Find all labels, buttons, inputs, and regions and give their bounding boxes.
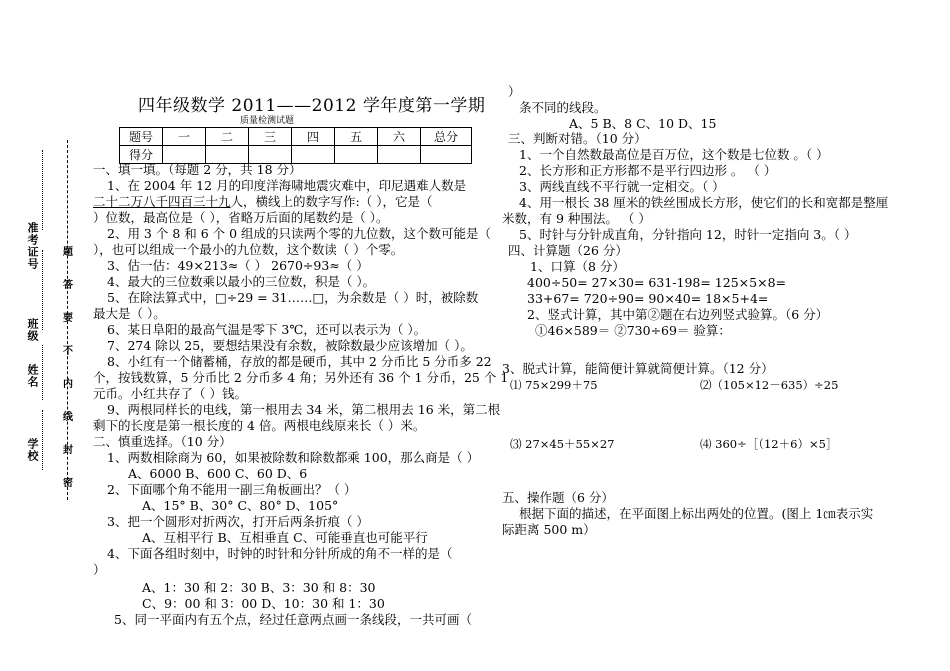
seal-char: 不 — [63, 346, 73, 357]
choice-options: A、1：30 和 2：30 B、3：30 和 8：30 — [142, 580, 376, 595]
question-text: ）位数，最高位是（ ），省略万后面的尾数约是（ ）。 — [93, 210, 389, 225]
table-cell: 一 — [163, 128, 206, 146]
subsection-title: 3、脱式计算，能简便计算就简便计算。（12 分） — [502, 361, 774, 376]
subsection-title: 1、口算（8 分） — [530, 259, 625, 274]
table-cell: 三 — [249, 128, 292, 146]
school-label: 学校 — [26, 438, 39, 462]
question-text: 际距离 500 m） — [502, 522, 596, 537]
score-input-cell[interactable] — [421, 146, 472, 164]
page-title: 四年级数学 2011——2012 学年度第一学期 — [138, 96, 486, 116]
name-label: 姓名 — [26, 364, 39, 388]
table-cell: 四 — [292, 128, 335, 146]
score-table-header-row — [120, 128, 472, 146]
school-line — [42, 410, 43, 470]
table-cell: 总分 — [421, 128, 472, 146]
page-subtitle: 质量检测试题 — [240, 116, 295, 126]
question-text: 3、把一个圆形对折两次，打开后两条折痕（ ） — [107, 514, 369, 529]
section-2-title: 二、慎重选择。（10 分） — [93, 434, 232, 449]
score-input-cell[interactable] — [378, 146, 421, 164]
question-text: 4、最大的三位数乘以最小的三位数，积是（ ）。 — [107, 274, 376, 289]
question-text: 1、一个自然数最高位是百万位，这个数是七位数 。（ ） — [519, 147, 829, 162]
choice-options: C、9：00 和 3：00 D、10：30 和 1：30 — [142, 596, 385, 611]
seal-char: 要 — [63, 313, 73, 324]
choice-options: A、5 B、8 C、10 D、15 — [569, 116, 717, 131]
question-text: ） — [508, 84, 521, 99]
question-text: 5、同一平面内有五个点，经过任意两点画一条线段，一共可画（ — [114, 612, 472, 627]
choice-options: A、15° B、30° C、80° D、105° — [142, 498, 339, 513]
question-text: ） — [93, 562, 106, 577]
score-input-cell[interactable] — [335, 146, 378, 164]
question-text-part: 人，横线上的数字写作:（ ），它是（ — [230, 194, 433, 209]
expression: ⑶ 27×45＋55×27 — [510, 437, 615, 451]
calc-row: 400÷50= 27×30= 631-198= 125×5×8= — [527, 275, 786, 290]
question-text: 根据下面的描述，在平面图上标出两处的位置。(图上 1㎝表示实 — [519, 506, 874, 521]
score-table — [119, 127, 472, 164]
name-line — [42, 345, 43, 400]
section-3-title: 三、判断对错。（10 分） — [508, 131, 647, 146]
seal-char: 内 — [63, 379, 73, 390]
section-4-title: 四、计算题（26 分） — [508, 243, 628, 258]
seal-char: 题 — [63, 247, 73, 258]
expression: ⑷ 360÷［（12＋6）×5］ — [700, 437, 838, 451]
question-text: 4、用一根长 38 厘米的铁丝围成长方形，使它们的长和宽都是整厘 — [519, 195, 889, 210]
question-text: 4、下面各组时刻中，时钟的时针和分针所成的角不一样的是（ — [107, 546, 453, 561]
question-text: 个，按钱数算，5 分币比 2 分币多 4 角；另外还有 36 个 1 分币，25 个 1 — [93, 370, 509, 385]
score-input-cell[interactable] — [206, 146, 249, 164]
question-text: 7、274 除以 25，要想结果没有余数，被除数最少应该增加（ ）。 — [107, 338, 473, 353]
calc-row: ①46×589＝ ②730÷69＝ 验算： — [535, 323, 731, 338]
choice-options: A、6000 B、600 C、60 D、6 — [128, 466, 308, 481]
exam-number-label: 准考证号 — [26, 222, 39, 270]
class-line — [42, 250, 43, 330]
question-text: 2、用 3 个 8 和 6 个 0 组成的只读两个零的九位数，这个数可能是（ — [107, 226, 492, 241]
score-table-score-row — [120, 146, 472, 164]
question-text: 2、长方形和正方形都不是平行四边形 。 （ ） — [519, 163, 777, 178]
underlined-text: 二十二万八千四百三十九 — [93, 194, 231, 209]
table-cell: 六 — [378, 128, 421, 146]
question-text: 3、两线直线不平行就一定相交。（ ） — [519, 179, 725, 194]
seal-char: 密 — [63, 478, 73, 489]
table-cell: 五 — [335, 128, 378, 146]
question-text: 3、估一估：49×213≈（ ） 2670÷93≈（ ） — [107, 258, 369, 273]
table-cell: 得分 — [120, 146, 163, 164]
score-input-cell[interactable] — [249, 146, 292, 164]
seal-char: 线 — [63, 412, 73, 423]
question-text — [93, 194, 432, 210]
choice-options: A、互相平行 B、互相垂直 C、可能垂直也可能平行 — [142, 530, 428, 545]
exam-number-line — [42, 150, 43, 230]
question-text: 6、某日阜阳的最高气温是零下 3℃，还可以表示为（ ）。 — [107, 322, 427, 337]
score-input-cell[interactable] — [292, 146, 335, 164]
question-text: 条不同的线段。 — [519, 100, 607, 115]
question-text: 米数，有 9 种围法。 （ ） — [502, 211, 651, 226]
calc-row: 33+67= 720÷90= 90×40= 18×5+4= — [527, 291, 769, 306]
question-text: 8、小红有一个储蓄桶，存放的都是硬币，其中 2 分币比 5 分币多 22 — [107, 354, 492, 369]
score-input-cell[interactable] — [163, 146, 206, 164]
question-text: 2、下面哪个角不能用一副三角板画出？（ ） — [107, 482, 357, 497]
question-text: 1、在 2004 年 12 月的印度洋海啸地震灾难中，印尼遇难人数是 — [107, 178, 467, 193]
question-text: 剩下的长度是第一根长度的 4 倍。两根电线原来长（ ）米。 — [93, 418, 426, 433]
seal-char: 封 — [63, 445, 73, 456]
question-text: ），也可以组成一个最小的九位数，这个数读（ ）个零。 — [93, 242, 404, 257]
question-text: 1、两数相除商为 60，如果被除数和除数都乘 100，那么商是（ ） — [107, 450, 480, 465]
question-text: 最大是（ ）。 — [93, 306, 166, 321]
question-text: 5、时针与分针成直角，分针指向 12，时针一定指向 3。（ ） — [519, 227, 857, 242]
question-text: 5、在除法算式中，□÷29 = 31……□，为余数是（ ）时，被除数 — [107, 290, 479, 305]
question-text: 元币。小红共存了（ ）钱。 — [93, 386, 247, 401]
question-text: 9、两根同样长的电线，第一根用去 34 米，第二根用去 16 米，第二根 — [107, 402, 501, 417]
section-1-title: 一、填一填。（每题 2 分，共 18 分） — [93, 162, 302, 177]
expression: ⑵（105×12－635）÷25 — [700, 378, 839, 392]
subsection-title: 2、竖式计算，其中第②题在右边列竖式验算。（6 分） — [527, 307, 829, 322]
section-5-title: 五、操作题（6 分） — [502, 490, 614, 505]
table-cell: 题号 — [120, 128, 163, 146]
class-label: 班级 — [26, 318, 39, 342]
expression: ⑴ 75×299＋75 — [510, 378, 598, 392]
seal-char: 答 — [63, 280, 73, 291]
table-cell: 二 — [206, 128, 249, 146]
